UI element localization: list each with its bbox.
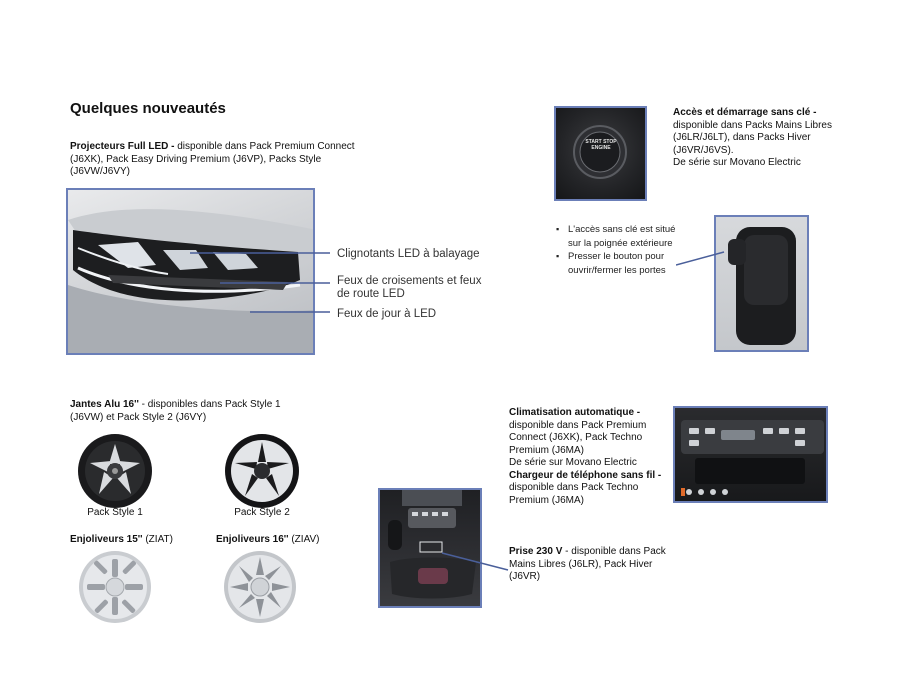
style1-label: Pack Style 1 — [87, 507, 143, 518]
climate-control-photo — [673, 406, 828, 503]
keyless-bullets — [556, 223, 676, 277]
keyless-standard: De série sur Movano Electric — [673, 157, 801, 168]
headlights-description — [70, 141, 370, 179]
covers16-code: (ZIAV) — [288, 534, 320, 545]
climate-description — [509, 407, 669, 507]
keyless-bullet-1: ▪ L'accès sans clé est situé sur la poignée extérieure — [556, 223, 676, 250]
wheel-cover-15-image — [77, 549, 153, 625]
keyless-bullet-2: ▪ Presser le bouton pour ouvrir/fermer les portes — [556, 250, 676, 277]
headlights-name: Projecteurs Full LED - — [70, 141, 175, 152]
keyless-description — [673, 107, 843, 170]
wheels-description — [70, 399, 295, 424]
callout-daytime-lights: Feux de jour à LED — [337, 308, 437, 320]
covers16-heading — [216, 534, 320, 547]
keyless-text: disponible dans Packs Mains Libres (J6LR/J6LT), dans Packs Hiver (J6VR/J6VS). — [673, 119, 832, 156]
wheel-cover-16-image — [222, 549, 298, 625]
charger-name: Chargeur de téléphone sans fil - — [509, 469, 662, 481]
wheels-text: - disponibles dans Pack Style 1 (J6VW) et Pack Style 2 (J6VY) — [70, 399, 281, 423]
start-stop-button-photo — [554, 106, 647, 201]
climate-panel-illustration — [675, 408, 828, 503]
alloy-wheel-style1-image — [75, 432, 155, 510]
start-stop-label: START STOP ENGINE — [585, 139, 617, 151]
socket-description — [509, 546, 679, 584]
socket-text: - disponible dans Pack Mains Libres (J6LR), Pack Hiver (J6VR) — [509, 546, 666, 582]
door-handle-illustration — [716, 217, 809, 352]
climate-text: disponible dans Pack Premium Connect (J6XK), Pack Techno Premium (J6MA) — [509, 419, 647, 456]
climate-standard: De série sur Movano Electric — [509, 457, 637, 468]
climate-name: Climatisation automatique - — [509, 407, 641, 418]
page-title: Quelques nouveautés — [70, 100, 226, 117]
charger-text: disponible dans Pack Techno Premium (J6MA) — [509, 482, 639, 506]
covers16-name: Enjoliveurs 16'' — [216, 534, 289, 545]
style2-label: Pack Style 2 — [234, 507, 290, 518]
covers15-code: (ZIAT) — [142, 534, 173, 545]
covers15-heading — [70, 534, 173, 547]
socket-callout-line — [440, 545, 510, 575]
handle-callout-line — [676, 240, 726, 270]
headlight-callout-lines — [180, 245, 340, 325]
door-handle-photo — [714, 215, 809, 352]
socket-name: Prise 230 V — [509, 546, 563, 557]
wheels-name: Jantes Alu 16'' — [70, 399, 139, 410]
callout-low-high-beams: Feux de croisements et feux de route LED — [337, 275, 482, 300]
keyless-name: Accès et démarrage sans clé - — [673, 107, 817, 118]
headlights-text: disponible dans Pack Premium Connect (J6XK), Pack Easy Driving Premium (J6VP), Packs Style (J6VW/J6VY) — [70, 141, 355, 177]
covers15-name: Enjoliveurs 15'' — [70, 534, 143, 545]
alloy-wheel-style2-image — [222, 432, 302, 510]
callout-turn-signals: Clignotants LED à balayage — [337, 248, 480, 260]
start-stop-button-icon — [556, 108, 647, 201]
